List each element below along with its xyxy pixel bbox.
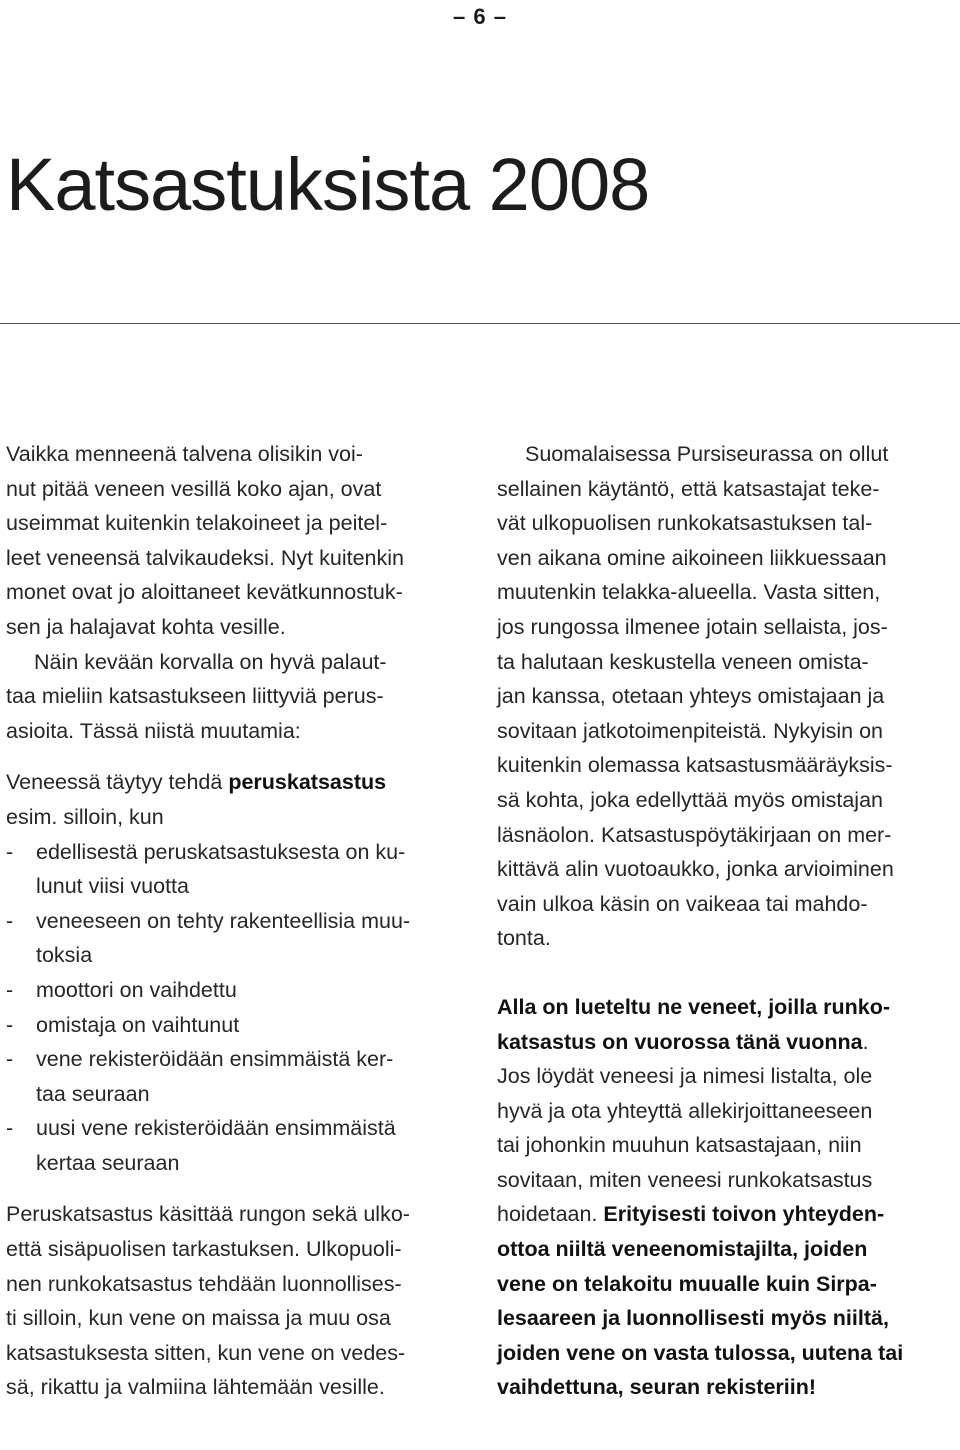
- text-line: monet ovat jo aloittaneet kevätkunnostuk-: [6, 580, 403, 605]
- text-line: [497, 1370, 957, 1405]
- text-line: vain ulkoa käsin on vaikeaa tai mahdo-: [497, 891, 868, 916]
- list-item-text: omistaja on vaihtunut: [36, 1012, 240, 1037]
- left-column: [6, 437, 468, 1405]
- text-line: [497, 1025, 957, 1060]
- dash-marker: -: [6, 977, 14, 1002]
- text-line: Näin kevään korvalla on hyvä palaut-: [34, 649, 387, 674]
- boat-list-paragraph: [497, 990, 957, 1405]
- emphasis-text: ottoa niiltä veneenomistajilta, joiden: [497, 1237, 868, 1262]
- emphasis-text: lesaareen ja luonnollisesti myös niiltä,: [497, 1306, 889, 1331]
- text-line: sellainen käytäntö, että katsastajat teke-: [497, 476, 880, 501]
- list-item-continuation: toksia: [36, 943, 93, 968]
- text-line: [497, 1267, 957, 1302]
- text-line: sovitaan jatkotoimenpiteistä. Nykyisin on: [497, 718, 883, 743]
- list-item: [6, 1111, 468, 1146]
- text-line: [6, 765, 468, 800]
- text-span: .: [862, 1029, 869, 1054]
- text-line: vät ulkopuolisen runkokatsastuksen tal-: [497, 511, 873, 536]
- peruskatsastus-paragraph: [6, 765, 468, 1180]
- text-line: esim. silloin, kun: [6, 804, 164, 829]
- list-item: [6, 1008, 468, 1043]
- text-line: [497, 990, 957, 1025]
- text-line: asioita. Tässä niistä muutamia:: [6, 718, 301, 743]
- article-title: Katsastuksista 2008: [6, 143, 650, 226]
- text-line: Peruskatsastus käsittää rungon sekä ulko-: [6, 1202, 410, 1227]
- emphasis-text: vaihdettuna, seuran rekisteriin!: [497, 1375, 817, 1400]
- list-item: [6, 835, 468, 870]
- text-line: läsnäolon. Katsastuspöytäkirjaan on mer-: [497, 822, 892, 847]
- list-item: [6, 904, 468, 939]
- text-line: että sisäpuolisen tarkastuksen. Ulkopuoli-: [6, 1237, 402, 1262]
- dash-marker: -: [6, 1047, 14, 1072]
- title-divider: [0, 323, 960, 324]
- intro-paragraph: [6, 437, 468, 645]
- list-item-text: veneeseen on tehty rakenteellisia muu-: [36, 908, 411, 933]
- text-line: [497, 1232, 957, 1267]
- emphasis-text: joiden vene on vasta tulossa, uutena tai: [497, 1340, 904, 1365]
- second-paragraph: [6, 645, 468, 749]
- inspection-paragraph: [6, 1197, 468, 1405]
- criteria-list: [6, 835, 468, 1181]
- text-line: hyvä ja ota yhteyttä allekirjoittaneeseen: [497, 1098, 873, 1123]
- text-line: tonta.: [497, 926, 551, 951]
- text-line: tai johonkin muuhun katsastajaan, niin: [497, 1133, 862, 1158]
- page-number: – 6 –: [453, 4, 507, 29]
- text-line: sen ja halajavat kohta vesille.: [6, 614, 286, 639]
- emphasis-text: vene on telakoitu muualle kuin Sirpa-: [497, 1271, 877, 1296]
- text-span: hoidetaan.: [497, 1202, 604, 1227]
- text-line: kittävä alin vuotoaukko, jonka arvioiminen: [497, 857, 894, 882]
- emphasis-text: katsastus on vuorossa tänä vuonna: [497, 1029, 863, 1054]
- emphasis-text: peruskatsastus: [228, 770, 387, 795]
- text-line: jan kanssa, otetaan yhteys omistajaan ja: [497, 684, 885, 709]
- list-item-text: vene rekisteröidään ensimmäistä ker-: [36, 1047, 394, 1072]
- text-line: [497, 1197, 957, 1232]
- emphasis-text: Alla on lueteltu ne veneet, joilla runko-: [497, 994, 891, 1019]
- text-line: kuitenkin olemassa katsastusmääräyksis-: [497, 753, 893, 778]
- text-line: taa mieliin katsastukseen liittyviä perus-: [6, 684, 384, 709]
- text-line: useimmat kuitenkin telakoineet ja peitel-: [6, 511, 388, 536]
- list-item-text: uusi vene rekisteröidään ensimmäistä: [36, 1116, 396, 1141]
- list-item-continuation: lunut viisi vuotta: [36, 874, 189, 899]
- text-span: Veneessä täytyy tehdä: [6, 770, 229, 795]
- list-item-continuation: taa seuraan: [36, 1081, 150, 1106]
- emphasis-text: Erityisesti toivon yhteyden-: [603, 1202, 885, 1227]
- dash-marker: -: [6, 908, 14, 933]
- text-line: Vaikka menneenä talvena olisikin voi-: [6, 442, 363, 466]
- text-line: muutenkin telakka-alueella. Vasta sitten,: [497, 580, 881, 605]
- text-line: sä kohta, joka edellyttää myös omistajan: [497, 787, 884, 812]
- dash-marker: -: [6, 1012, 14, 1037]
- text-line: [497, 1301, 957, 1336]
- text-line: leet veneensä talvikaudeksi. Nyt kuitenkin: [6, 545, 404, 570]
- dash-marker: -: [6, 839, 14, 864]
- text-line: jos rungossa ilmenee jotain sellaista, jos-: [497, 614, 888, 639]
- dash-marker: -: [6, 1116, 14, 1141]
- text-line: ti silloin, kun vene on maissa ja muu osa: [6, 1306, 391, 1331]
- practice-paragraph: [497, 437, 957, 956]
- text-line: sovitaan, miten veneesi runkokatsastus: [497, 1167, 873, 1192]
- list-item-text: edellisestä peruskatsastuksesta on ku-: [36, 839, 406, 864]
- list-item: [6, 973, 468, 1008]
- list-item: [6, 1042, 468, 1077]
- text-line: Suomalaisessa Pursiseurassa on ollut: [525, 442, 889, 466]
- text-line: nut pitää veneen vesillä koko ajan, ovat: [6, 476, 382, 501]
- text-line: sä, rikattu ja valmiina lähtemään vesille.: [6, 1375, 385, 1400]
- right-column: [497, 437, 957, 1405]
- list-item-continuation: kertaa seuraan: [36, 1150, 180, 1175]
- text-line: ven aikana omine aikoineen liikkuessaan: [497, 545, 887, 570]
- list-item-text: moottori on vaihdettu: [36, 977, 237, 1002]
- text-line: nen runkokatsastus tehdään luonnollises-: [6, 1271, 402, 1296]
- text-line: katsastuksesta sitten, kun vene on vedes-: [6, 1340, 406, 1365]
- text-line: [497, 1336, 957, 1371]
- text-line: ta halutaan keskustella veneen omista-: [497, 649, 869, 674]
- text-line: Jos löydät veneesi ja nimesi listalta, ole: [497, 1064, 873, 1089]
